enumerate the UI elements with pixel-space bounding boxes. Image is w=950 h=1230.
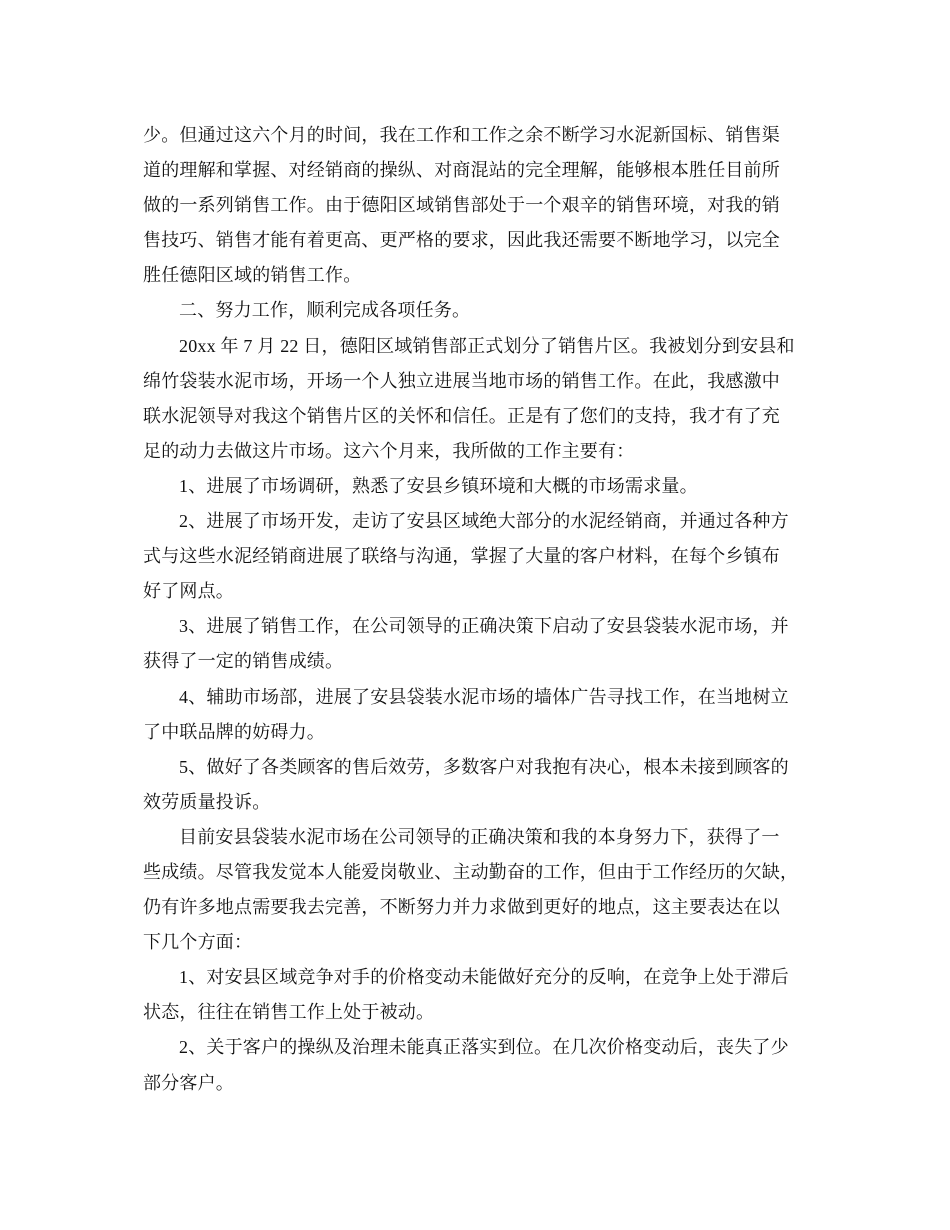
- list-item: 3、进展了销售工作，在公司领导的正确决策下启动了安县袋装水泥市场，并: [179, 616, 789, 637]
- text-line: 部分客户。: [143, 1072, 234, 1093]
- paragraph-2: [143, 293, 823, 328]
- paragraph-7: [143, 680, 823, 750]
- paragraph-11: [143, 1030, 823, 1100]
- text-line: 式与这些水泥经销商进展了联络与沟通，掌握了大量的客户材料，在每个乡镇布: [143, 546, 780, 567]
- text-line: 联水泥领导对我这个销售片区的关怀和信任。正是有了您们的支持，我才有了充: [143, 405, 780, 426]
- text-line: 道的理解和掌握、对经销商的操纵、对商混站的完全理解，能够根本胜任目前所: [143, 160, 780, 181]
- list-item: 5、做好了各类顾客的售后效劳，多数客户对我抱有决心，根本未接到顾客的: [179, 756, 789, 777]
- paragraph-5: [143, 504, 823, 609]
- text-line: 胜任德阳区域的销售工作。: [143, 265, 362, 286]
- text-line: 目前安县袋装水泥市场在公司领导的正确决策和我的本身努力下，获得了一: [179, 826, 780, 847]
- text-line: 获得了一定的销售成绩。: [143, 651, 344, 672]
- text-line: 下几个方面：: [143, 932, 253, 953]
- list-item: 4、辅助市场部，进展了安县袋装水泥市场的墙体广告寻找工作，在当地树立: [179, 686, 789, 707]
- paragraph-6: [143, 609, 823, 679]
- list-item: 1、进展了市场调研，熟悉了安县乡镇环境和大概的市场需求量。: [179, 475, 698, 496]
- paragraph-9: [143, 820, 823, 960]
- text-line: 效劳质量投诉。: [143, 791, 271, 812]
- text-line: 足的动力去做这片市场。这六个月来，我所做的工作主要有：: [143, 440, 635, 461]
- text-line: 些成绩。尽管我发觉本人能爱岗敬业、主动勤奋的工作，但由于工作经历的欠缺，: [143, 861, 799, 882]
- list-item: 2、进展了市场开发，走访了安县区域绝大部分的水泥经销商，并通过各种方: [179, 511, 789, 532]
- list-item: 1、对安县区域竞争对手的价格变动未能做好充分的反响，在竞争上处于滞后: [179, 967, 789, 988]
- text-line: 仍有许多地点需要我去完善，不断努力并力求做到更好的地点，这主要表达在以: [143, 897, 780, 918]
- paragraph-10: [143, 960, 823, 1030]
- document-body: [143, 118, 823, 1101]
- text-line: 少。但通过这六个月的时间，我在工作和工作之余不断学习水泥新国标、销售渠: [143, 125, 780, 145]
- text-line: 好了网点。: [143, 581, 234, 602]
- paragraph-1: [143, 118, 823, 293]
- text-line: 做的一系列销售工作。由于德阳区域销售部处于一个艰辛的销售环境，对我的销: [143, 195, 780, 216]
- text-line: 20xx 年 7 月 22 日，德阳区域销售部正式划分了销售片区。我被划分到安县和: [179, 335, 795, 356]
- text-line: 绵竹袋装水泥市场，开场一个人独立进展当地市场的销售工作。在此，我感激中: [143, 370, 780, 391]
- text-line: 售技巧、销售才能有着更高、更严格的要求，因此我还需要不断地学习，以完全: [143, 230, 780, 251]
- paragraph-4: [143, 469, 823, 504]
- paragraph-3: [143, 329, 823, 469]
- text-line: 状态，往往在销售工作上处于被动。: [143, 1002, 435, 1023]
- paragraph-8: [143, 750, 823, 820]
- text-line: 了中联品牌的妨碍力。: [143, 721, 325, 742]
- section-heading: 二、努力工作，顺利完成各项任务。: [179, 300, 471, 321]
- list-item: 2、关于客户的操纵及治理未能真正落实到位。在几次价格变动后，丧失了少: [179, 1037, 789, 1058]
